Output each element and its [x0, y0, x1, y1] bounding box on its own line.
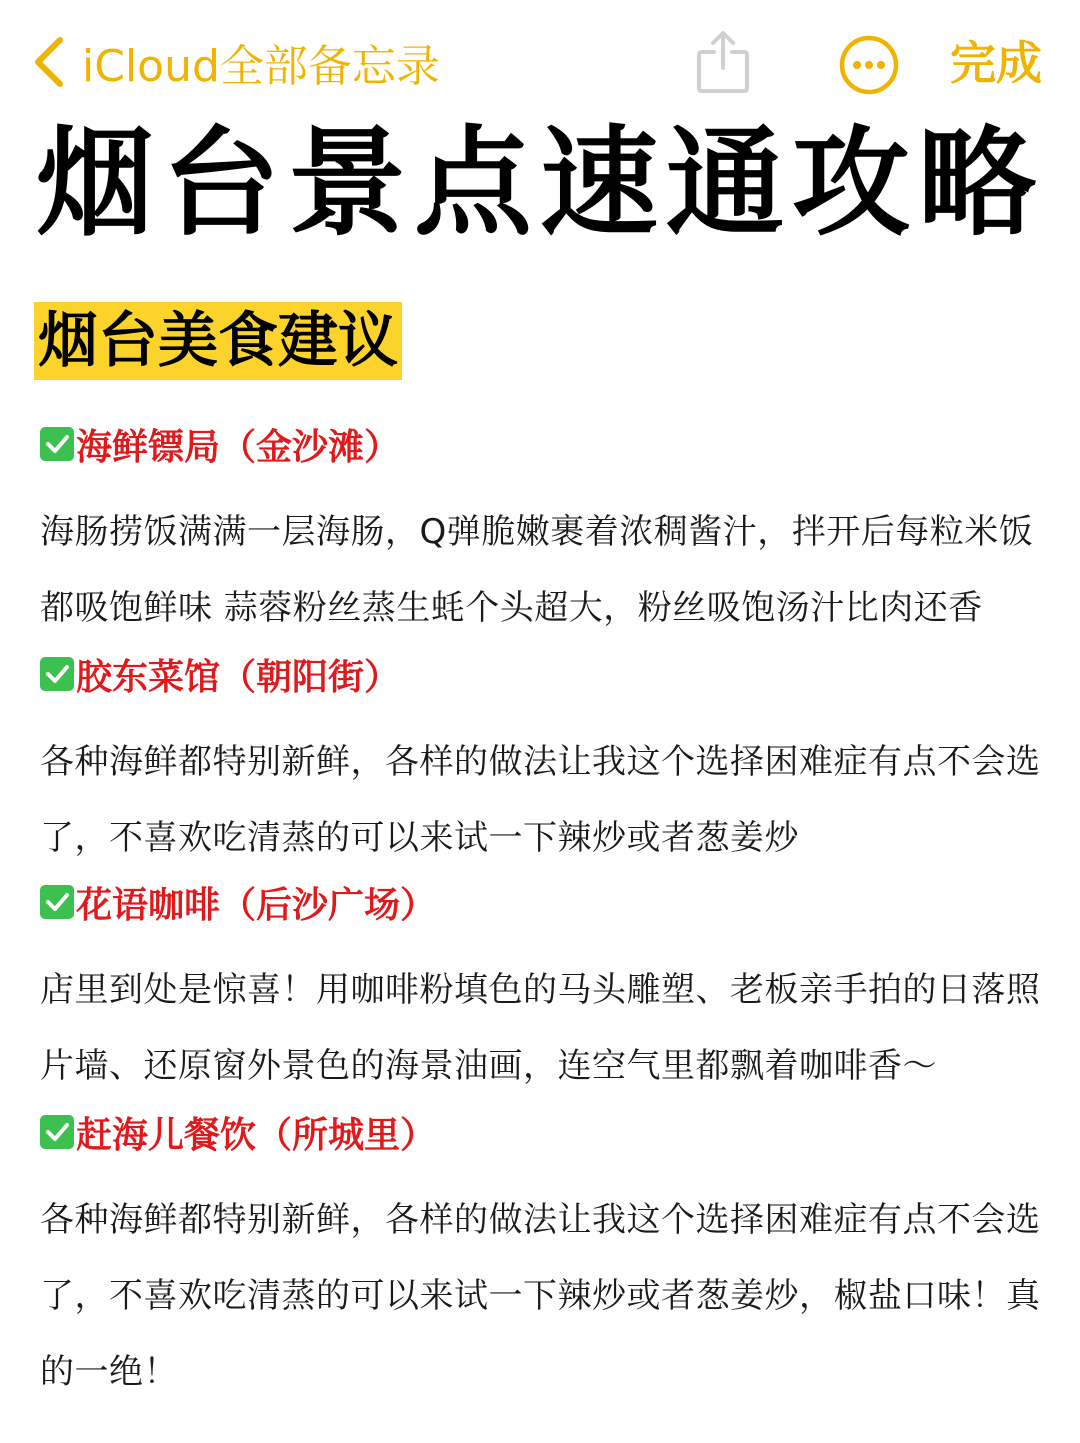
item-description: 各种海鲜都特别新鲜，各样的做法让我这个选择困难症有点不会选了，不喜欢吃清蒸的可以来试一下辣炒或者葱姜炒，椒盐口味！真的一绝！	[40, 1200, 1041, 1392]
check-box-icon	[40, 427, 74, 461]
item-description: 海肠捞饭满满一层海肠，Q弹脆嫩裹着浓稠酱汁，拌开后每粒米饭都吸饱鲜味 蒜蓉粉丝蒸生蚝个头超大，粉丝吸饱汤汁比肉还香	[40, 512, 1034, 628]
item-title-row	[40, 420, 1050, 468]
item-title-row	[40, 1108, 1050, 1156]
list-item	[40, 420, 1050, 646]
list-item	[40, 650, 1050, 876]
item-title-row	[40, 878, 1050, 926]
check-box-icon	[40, 1115, 74, 1149]
share-icon[interactable]	[694, 28, 752, 96]
item-description: 各种海鲜都特别新鲜，各样的做法让我这个选择困难症有点不会选了，不喜欢吃清蒸的可以来试一下辣炒或者葱姜炒	[40, 742, 1041, 858]
check-box-icon	[40, 657, 74, 691]
navigation-bar	[0, 0, 1080, 120]
list-item	[40, 1108, 1050, 1410]
check-box-icon	[40, 885, 74, 919]
item-title: 赶海儿餐饮（所城里）	[76, 1114, 437, 1156]
item-title: 海鲜镖局（金沙滩）	[76, 426, 401, 468]
item-description: 店里到处是惊喜！用咖啡粉填色的马头雕塑、老板亲手拍的日落照片墙、还原窗外景色的海景油画，连空气里都飘着咖啡香～	[40, 970, 1041, 1086]
list-item	[40, 878, 1050, 1104]
chevron-left-icon	[30, 34, 68, 90]
item-title: 胶东菜馆（朝阳街）	[76, 656, 401, 698]
back-button[interactable]	[30, 32, 440, 92]
item-title-row	[40, 650, 1050, 698]
ellipsis-circle-icon[interactable]	[838, 34, 900, 96]
done-button[interactable]: 完成	[950, 36, 1042, 90]
item-title: 花语咖啡（后沙广场）	[76, 884, 437, 926]
section-heading: 烟台美食建议	[34, 302, 402, 380]
page-title: 烟台景点速通攻略	[35, 114, 1044, 252]
back-label: iCloud全部备忘录	[82, 41, 440, 92]
